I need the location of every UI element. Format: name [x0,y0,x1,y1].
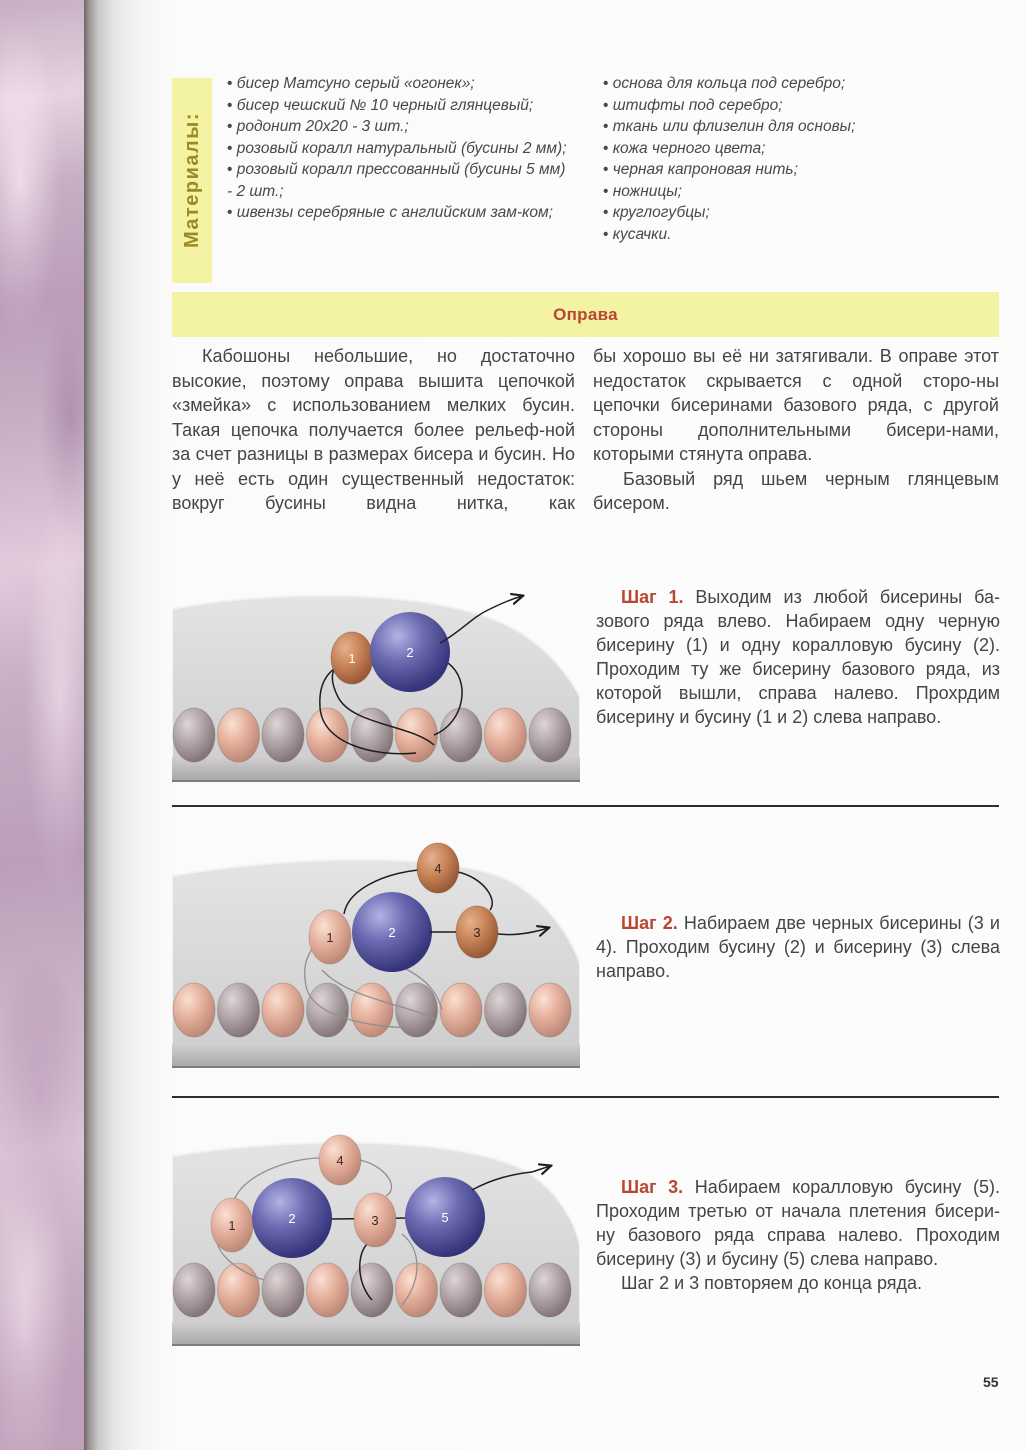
bead-2 [370,612,450,692]
body-column-left [172,344,575,516]
materials-item: • штифты под серебро; [603,95,1003,117]
materials-item: • ножницы; [603,181,1003,203]
base-bead [218,708,260,762]
base-bead [529,983,571,1037]
materials-list-left [227,73,572,224]
step-3-text [596,1175,1000,1295]
step-2-text [596,911,1000,983]
materials-item: • кусачки. [603,224,1003,246]
step-note: Шаг 2 и 3 повторяем до конца ряда. [621,1273,923,1293]
materials-item: • круглогубцы; [603,202,1003,224]
materials-item: • бисер Матсуно серый «огонек»; [227,73,572,95]
bead-label: 2 [406,645,414,660]
step-label: Шаг 2. [621,913,678,933]
step-label: Шаг 1. [621,587,684,607]
base-bead [529,708,571,762]
step-description: Набираем две черных бисерины (3 и 4). Проходим бусину (2) и бисерину (3) слева направо. [596,913,1000,981]
base-strip [172,1044,580,1068]
base-bead [529,1263,571,1317]
body-paragraph-continued: бы хорошо вы её ни затягивали. В оправе этот недостаток скрывается с одной сторо-ны цепочки бисеринами базового ряда, с другой стороны дополнительными бисери-нами, которыми стянута оправа. [593,346,999,464]
base-bead-row [173,708,571,762]
marble-background [0,0,96,1450]
base-bead [351,983,393,1037]
materials-item: • основа для кольца под серебро; [603,73,1003,95]
base-bead [440,708,482,762]
bead-label: 3 [371,1213,379,1228]
materials-item: • кожа черного цвета; [603,138,1003,160]
bead-4 [319,1135,361,1185]
step-description: Набираем коралловую бусину (5). Проходим третью от начала плетения бисери-ну базового ряда справа налево. Проходим бисерину (3) и бусину (5) слева направо. [596,1177,1000,1269]
base-bead [173,1263,215,1317]
base-bead [262,708,304,762]
materials-list-right [603,73,1003,245]
materials-item: • ткань или флизелин для основы; [603,116,1003,138]
materials-sidebar-tab [172,78,212,283]
base-bead [218,1263,260,1317]
step-paragraph [596,1175,1000,1271]
bead-label: 4 [336,1153,344,1168]
bead-1 [331,632,373,684]
bead-2 [352,892,432,972]
step-1-text [596,585,1000,729]
bead-label: 1 [326,930,334,945]
base-bead [262,983,304,1037]
divider [172,805,999,807]
materials-label: Материалы: [180,112,203,249]
base-bead [307,983,349,1037]
base-bead [440,1263,482,1317]
base-bead [485,983,527,1037]
section-header-bar [172,292,999,337]
base-bead [173,983,215,1037]
bead-label: 1 [228,1218,236,1233]
materials-item: • бисер чешский № 10 черный глянцевый; [227,95,572,117]
bead-3 [456,906,498,958]
divider [172,1096,999,1098]
base-bead-row [173,1263,571,1317]
step-label: Шаг 3. [621,1177,684,1197]
base-bead [307,1263,349,1317]
bead-label: 5 [441,1210,449,1225]
base-bead [351,1263,393,1317]
step-description: Выходим из любой бисерины ба-зового ряда влево. Набираем одну черную бисерину (1) и одну коралловую бусину (2). Проходим ту же бисерину базового ряда, из которой вышли, справа налево. Прохрдим бисерину и бусину (1 и 2) слева направо. [596,587,1001,727]
materials-item: • черная капроновая нить; [603,159,1003,181]
base-bead [440,983,482,1037]
bead-label: 2 [288,1211,296,1226]
step-paragraph [596,585,1000,729]
step-1-diagram [172,585,580,785]
book-page [84,0,1026,1450]
base-bead [396,983,438,1037]
body-paragraph: Кабошоны небольшие, но достаточно высокие, поэтому оправа вышита цепочкой «змейка» с использованием мелких бусин. Такая цепочка получается более рельеф-ной за счет разницы в размерах бисера и бусин. Но у неё есть один существенный недостаток: вокруг бусины видна нитка, как [172,346,575,513]
materials-item: • родонит 20x20 - 3 шт.; [227,116,572,138]
bead-2 [252,1178,332,1258]
step-3-diagram [172,1130,580,1350]
bead-1 [309,910,351,964]
base-bead [173,708,215,762]
step-2-diagram [172,838,580,1073]
base-bead [307,708,349,762]
base-bead [218,983,260,1037]
base-bead [262,1263,304,1317]
materials-item: • швензы серебряные с английским зам-ком; [227,202,572,224]
body-column-right [593,344,999,516]
bead-4 [417,843,459,893]
bead-3 [354,1193,396,1247]
base-bead-row [173,983,571,1037]
bead-label: 3 [473,925,481,940]
bead-label: 1 [348,651,356,666]
bead-label: 4 [434,861,442,876]
base-bead [485,1263,527,1317]
bead-1 [211,1198,253,1252]
materials-item: • розовый коралл прессованный (бусины 5 мм) - 2 шт.; [227,159,572,202]
page-number: 55 [983,1374,999,1390]
section-title: Оправа [553,305,618,324]
bead-label: 2 [388,925,396,940]
base-strip [172,1322,580,1346]
materials-item: • розовый коралл натуральный (бусины 2 мм); [227,138,572,160]
body-paragraph: Базовый ряд шьем черным глянцевым бисером. [593,468,999,513]
base-bead [485,708,527,762]
step-paragraph [596,911,1000,983]
